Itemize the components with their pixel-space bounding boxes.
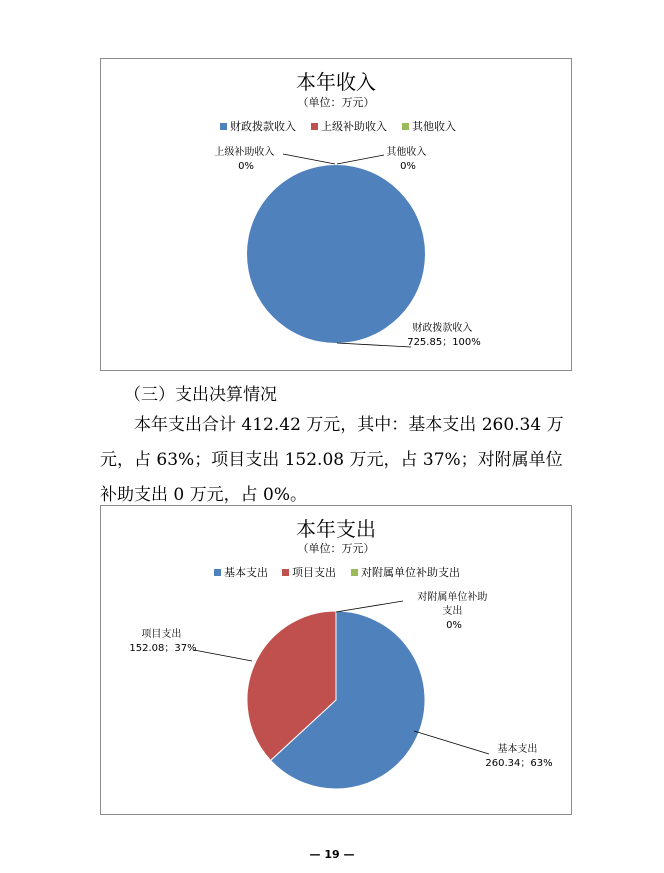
legend-label-basic: 基本支出 <box>224 566 268 579</box>
expenditure-paragraph: 本年支出合计 412.42 万元，其中：基本支出 260.34 万元，占 63%；项目支出 152.08 万元，占 37%；对附属单位补助支出 0 万元，占 0%。 <box>100 415 564 505</box>
leader-line-project <box>194 650 252 661</box>
income-chart <box>100 58 572 371</box>
leader-line-basic <box>414 731 489 754</box>
pie-slice-1 <box>247 165 425 343</box>
legend-label-fiscal: 财政拨款收入 <box>230 120 296 133</box>
legend-swatch-other <box>402 123 409 130</box>
legend-label-subsidiary: 对附属单位补助支出 <box>361 566 460 579</box>
legend-label-project: 项目支出 <box>292 566 336 579</box>
pie-slices <box>247 611 425 789</box>
chart-subtitle: （单位：万元） <box>297 96 375 109</box>
income-pie-chart <box>101 59 571 370</box>
legend-swatch-subsidiary <box>351 569 358 576</box>
leader-line-higher <box>283 154 335 164</box>
data-label-project: 项目支出 152.08；37% <box>129 629 197 654</box>
chart-subtitle: （单位：万元） <box>297 542 375 555</box>
data-label-fiscal: 财政拨款收入 725.85；100% <box>407 323 481 348</box>
legend-swatch-project <box>282 569 289 576</box>
chart-title: 本年收入 <box>296 70 376 94</box>
legend-swatch-fiscal <box>220 123 227 130</box>
pie-slices <box>247 165 425 343</box>
data-label-higher: 上级补助收入 0% <box>214 147 275 172</box>
page-number: — 19 — <box>309 848 355 861</box>
legend <box>220 119 456 133</box>
expenditure-pie-chart <box>101 506 571 814</box>
data-label-other: 其他收入 0% <box>386 147 427 172</box>
leader-line-fiscal <box>337 343 411 347</box>
legend-label-other: 其他收入 <box>412 120 456 133</box>
legend <box>214 565 460 579</box>
legend-swatch-higher <box>311 123 318 130</box>
section-title: （三）支出决算情况 <box>124 385 277 405</box>
leader-line-subsidiary <box>336 601 403 612</box>
data-label-subsidiary: 对附属单位补助 支出 0% <box>417 592 488 631</box>
legend-label-higher: 上级补助收入 <box>321 120 387 133</box>
data-label-basic: 基本支出 260.34；63% <box>485 744 553 769</box>
legend-swatch-basic <box>214 569 221 576</box>
chart-title: 本年支出 <box>296 517 376 541</box>
leader-line-other <box>337 155 384 164</box>
expenditure-chart <box>100 505 572 815</box>
